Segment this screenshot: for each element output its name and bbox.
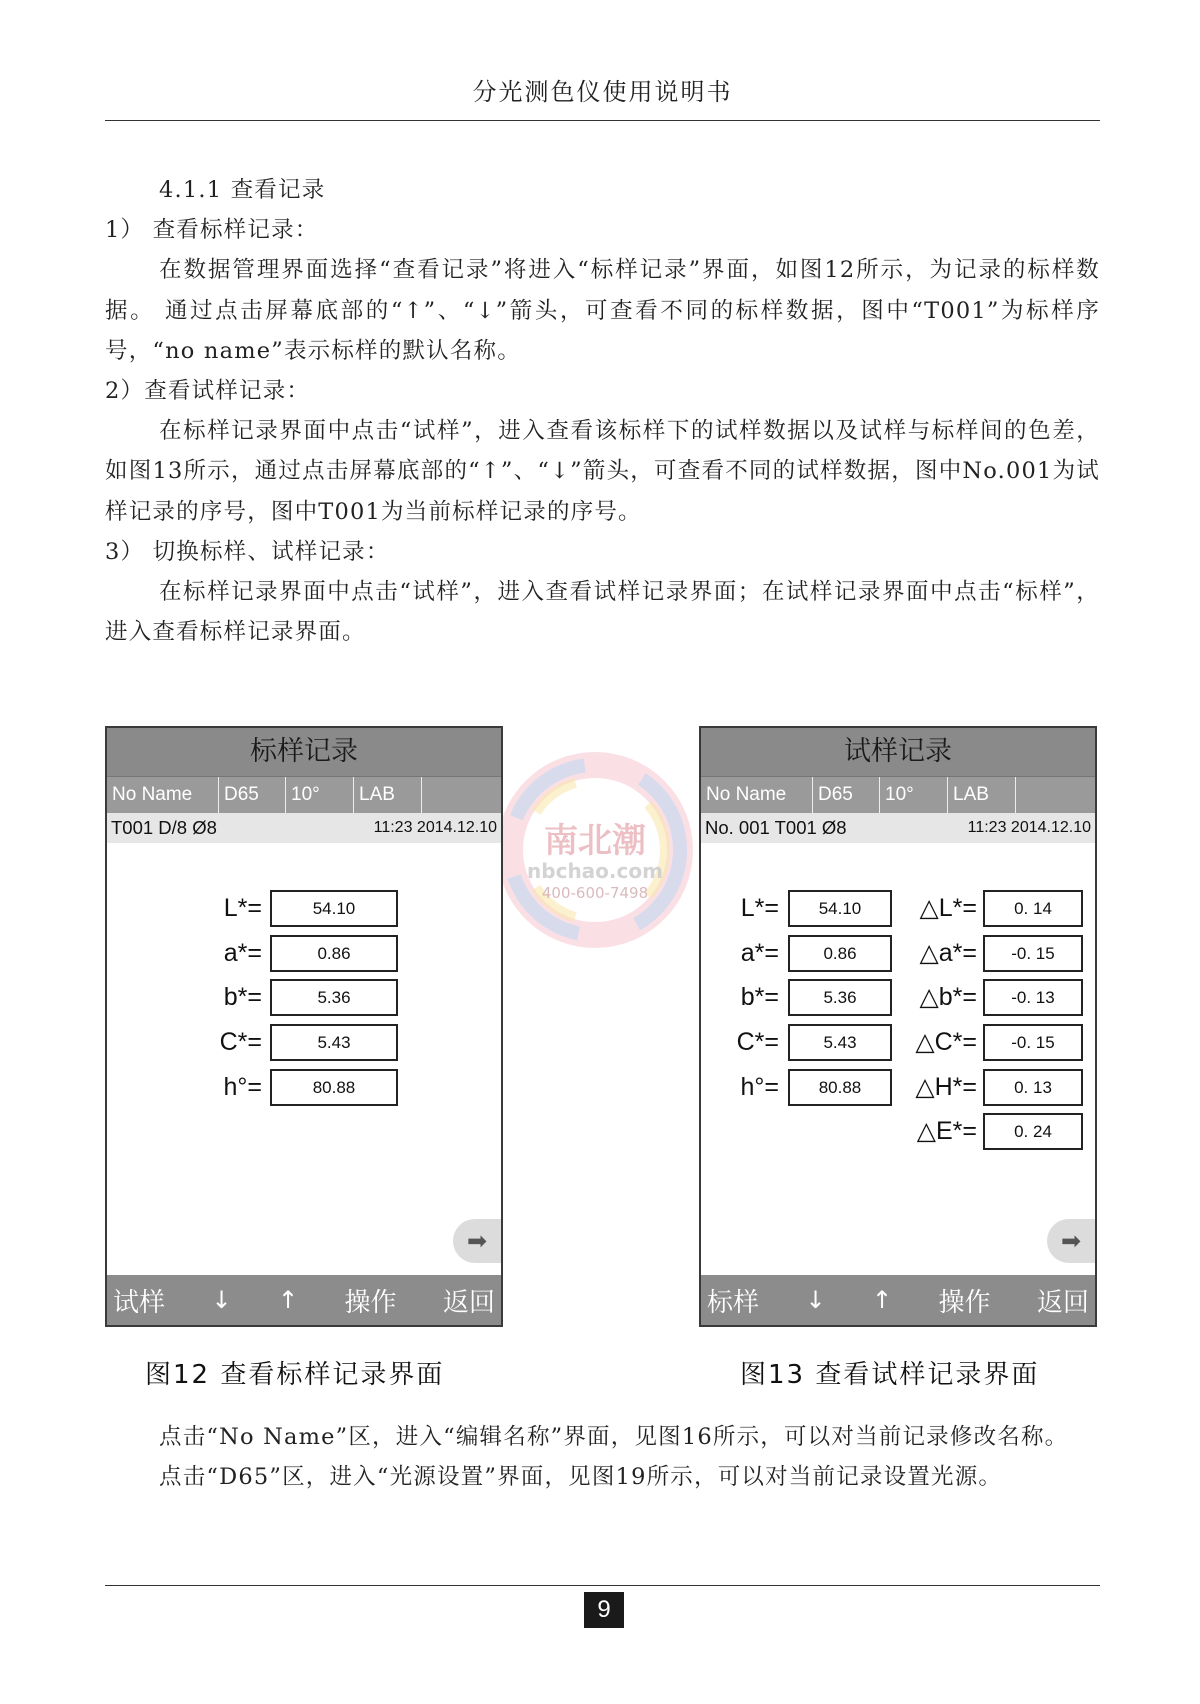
a-value: 0.86 — [270, 935, 398, 972]
tab-no-name[interactable]: No Name — [107, 777, 219, 813]
figure-12-caption: 图12 查看标样记录界面 — [145, 1360, 445, 1390]
delta-b-value: -0. 13 — [983, 979, 1083, 1016]
delta-h-value: 0. 13 — [983, 1069, 1083, 1106]
screen-footer-bar — [107, 1275, 501, 1325]
section-heading: 4.1.1 查看记录 — [159, 177, 326, 203]
l-label: L*= — [740, 894, 779, 922]
watermark-phone: 400-600-7498 — [541, 884, 649, 902]
c-value: 5.43 — [270, 1024, 398, 1061]
standard-record-screen — [105, 726, 503, 1327]
footer-standard-button[interactable]: 标样 — [707, 1287, 760, 1318]
page-number: 9 — [584, 1592, 624, 1628]
tab-color-space[interactable]: LAB — [948, 777, 1016, 813]
delta-h-label: △H*= — [915, 1073, 977, 1101]
sample-record-screen — [699, 726, 1097, 1327]
record-info-bar — [701, 813, 1095, 843]
record-timestamp: 11:23 2014.12.10 — [967, 819, 1091, 836]
b-value: 5.36 — [270, 979, 398, 1016]
page-header-title: 分光测色仪使用说明书 — [472, 78, 733, 106]
delta-c-value: -0. 15 — [983, 1024, 1083, 1061]
paragraph-5: 点击“D65”区，进入“光源设置”界面，见图19所示，可以对当前记录设置光源。 — [159, 1464, 1003, 1491]
watermark-brand: 南北潮 — [544, 821, 646, 861]
watermark-site: nbchao.com — [527, 859, 663, 883]
arrow-up-button[interactable]: ↑ — [277, 1286, 299, 1314]
a-label: a*= — [740, 939, 779, 967]
next-page-button[interactable] — [1047, 1219, 1095, 1263]
h-value: 80.88 — [270, 1069, 398, 1106]
tab-no-name[interactable]: No Name — [701, 777, 813, 813]
a-label: a*= — [223, 939, 262, 967]
delta-c-label: △C*= — [915, 1028, 977, 1056]
figure-13-caption: 图13 查看试样记录界面 — [740, 1360, 1040, 1390]
tab-illuminant[interactable]: D65 — [813, 777, 880, 813]
record-id: T001 D/8 Ø8 — [111, 817, 217, 838]
b-value: 5.36 — [788, 979, 892, 1016]
delta-b-label: △b*= — [919, 983, 977, 1011]
delta-a-label: △a*= — [919, 939, 977, 967]
subheading-2: 2）查看试样记录： — [105, 378, 311, 405]
subheading-3: 3） 切换标样、试样记录： — [105, 538, 390, 565]
footer-back-button[interactable]: 返回 — [1036, 1287, 1089, 1318]
c-label: C*= — [219, 1028, 262, 1056]
paragraph-4: 点击“No Name”区，进入“编辑名称”界面，见图16所示，可以对当前记录修改名称。 — [159, 1424, 1069, 1450]
l-value: 54.10 — [270, 890, 398, 927]
a-value: 0.86 — [788, 935, 892, 972]
subheading-1: 1） 查看标样记录： — [105, 217, 319, 244]
watermark-logo — [490, 740, 700, 980]
footer-back-button[interactable]: 返回 — [442, 1287, 495, 1318]
footer-operate-button[interactable]: 操作 — [938, 1287, 991, 1318]
tab-illuminant[interactable]: D65 — [219, 777, 286, 813]
screen-title: 标样记录 — [107, 728, 501, 776]
delta-a-value: -0. 15 — [983, 935, 1083, 972]
l-value: 54.10 — [788, 890, 892, 927]
header-divider — [105, 120, 1100, 121]
h-label: h°= — [740, 1073, 779, 1101]
paragraph-1: 在数据管理界面选择“查看记录”将进入“标样记录”界面，如图12所示，为记录的标样数据。 通过点击屏幕底部的“↑”、“↓”箭头，可查看不同的标样数据，图中“T001”为标样序号，“no name”表示标样的默认名称。 — [105, 257, 1100, 364]
b-label: b*= — [223, 983, 262, 1011]
arrow-down-button[interactable]: ↓ — [805, 1286, 826, 1314]
delta-l-label: △L*= — [919, 894, 977, 922]
tab-observer[interactable]: 10° — [286, 777, 354, 813]
arrow-right-icon: ➡ — [1060, 1227, 1082, 1255]
record-timestamp: 11:23 2014.12.10 — [373, 819, 497, 836]
delta-e-value: 0. 24 — [983, 1113, 1083, 1150]
arrow-up-button[interactable]: ↑ — [871, 1286, 893, 1314]
next-page-button[interactable] — [453, 1219, 501, 1263]
record-id: No. 001 T001 Ø8 — [705, 817, 847, 838]
delta-l-value: 0. 14 — [983, 890, 1083, 927]
tab-color-space[interactable]: LAB — [354, 777, 422, 813]
screen-footer-bar — [701, 1275, 1095, 1325]
c-label: C*= — [736, 1028, 779, 1056]
h-label: h°= — [223, 1073, 262, 1101]
body-text-lower — [105, 1417, 1100, 1497]
footer-sample-button[interactable]: 试样 — [113, 1287, 166, 1318]
footer-divider — [105, 1585, 1100, 1586]
arrow-right-icon: ➡ — [466, 1227, 488, 1255]
body-text — [105, 170, 1100, 652]
record-info-bar — [107, 813, 501, 843]
arrow-down-button[interactable]: ↓ — [211, 1286, 232, 1314]
tab-observer[interactable]: 10° — [880, 777, 948, 813]
paragraph-3: 在标样记录界面中点击“试样”，进入查看试样记录界面；在试样记录界面中点击“标样”，进入查看标样记录界面。 — [105, 579, 1100, 646]
c-value: 5.43 — [788, 1024, 892, 1061]
screen-tab-bar — [107, 776, 501, 813]
footer-operate-button[interactable]: 操作 — [344, 1287, 397, 1318]
h-value: 80.88 — [788, 1069, 892, 1106]
screen-title: 试样记录 — [701, 728, 1095, 776]
measurement-panel — [107, 843, 501, 1271]
delta-e-label: △E*= — [916, 1117, 977, 1145]
screen-tab-bar — [701, 776, 1095, 813]
l-label: L*= — [223, 894, 262, 922]
measurement-panel — [701, 843, 1095, 1271]
b-label: b*= — [740, 983, 779, 1011]
paragraph-2: 在标样记录界面中点击“试样”，进入查看该标样下的试样数据以及试样与标样间的色差，如图13所示，通过点击屏幕底部的“↑”、“↓”箭头，可查看不同的试样数据，图中No.001为试样记录的序号，图中T001为当前标样记录的序号。 — [105, 418, 1100, 525]
